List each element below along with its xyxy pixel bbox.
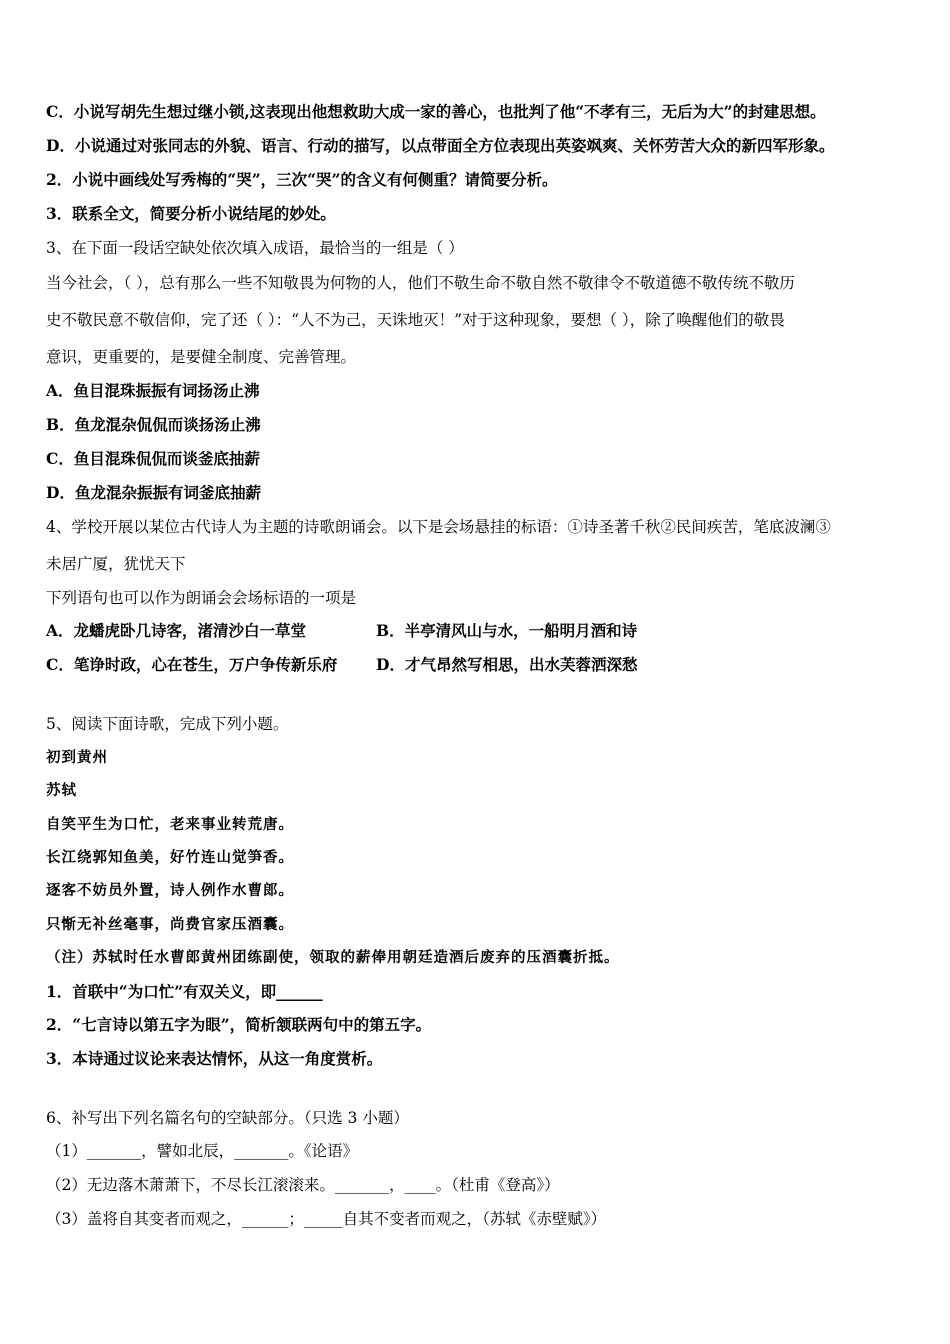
option-c-line: C．小说写胡先生想过继小锁,这表现出他想救助大成一家的善心，也批判了他“不孝有三，无后为大”的封建思想。 [46, 102, 826, 121]
question-3-line: 3．联系全文，简要分析小说结尾的妙处。 [46, 204, 336, 223]
idiom-paragraph-line-1: 当今社会，（ ），总有那么一些不知敬畏为何物的人，他们不敬生命不敬自然不敬律令不敬道德不敬传统不敬历 [46, 274, 795, 292]
idiom-option-d: D．鱼龙混杂振振有词釜底抽薪 [46, 483, 261, 502]
poem-note: （注）苏轼时任水曹郎黄州团练副使，领取的薪俸用朝廷造酒后废弃的压酒囊折抵。 [46, 949, 620, 966]
slogan-option-b: B．半亭清风山与水，一船明月酒和诗 [376, 621, 638, 640]
quotation-item-1: （1）_______，譬如北辰，_______。《论语》 [46, 1142, 359, 1160]
slogan-question-stem-1: 4、学校开展以某位古代诗人为主题的诗歌朗诵会。以下是会场悬挂的标语：①诗圣著千秋②民间疾苦，笔底波澜③ [46, 518, 831, 536]
poem-title: 初到黄州 [46, 749, 108, 766]
poem-subquestion-1: 1．首联中“为口忙”有双关义，即______ [46, 982, 323, 1001]
quotation-question-stem: 6、补写出下列名篇名句的空缺部分。（只选 3 小题） [46, 1109, 409, 1127]
idiom-question-stem: 3、在下面一段话空缺处依次填入成语，最恰当的一组是（ ） [46, 239, 464, 257]
slogan-question-prompt: 下列语句也可以作为朗诵会会场标语的一项是 [46, 589, 357, 607]
idiom-option-c: C．鱼目混珠侃侃而谈釜底抽薪 [46, 449, 260, 468]
option-d-line: D．小说通过对张同志的外貌、语言、行动的描写，以点带面全方位表现出英姿飒爽、关怀劳苦大众的新四军形象。 [46, 136, 835, 155]
slogan-question-stem-2: 未居广厦，犹忧天下 [46, 555, 186, 573]
idiom-option-b: B．鱼龙混杂侃侃而谈扬汤止沸 [46, 415, 261, 434]
quotation-item-2: （2）无边落木萧萧下，不尽长江滚滚来。_______，____。（杜甫《登高》） [46, 1176, 560, 1194]
poem-verse-3: 逐客不妨员外置，诗人例作水曹郎。 [46, 882, 294, 899]
idiom-paragraph-line-2: 史不敬民意不敬信仰，完了还（ ）：“人不为己，天诛地灭！”对于这种现象，要想（ ），除了唤醒他们的敬畏 [46, 311, 785, 329]
idiom-paragraph-line-3: 意识，更重要的，是要健全制度、完善管理。 [46, 348, 357, 366]
poem-verse-1: 自笑平生为口忙，老来事业转荒唐。 [46, 816, 294, 833]
poem-subquestion-2: 2．“七言诗以第五字为眼”，简析颔联两句中的第五字。 [46, 1015, 432, 1034]
poem-author: 苏轼 [46, 782, 77, 799]
idiom-option-a: A．鱼目混珠振振有词扬汤止沸 [46, 381, 260, 400]
poem-subquestion-3: 3．本诗通过议论来表达情怀，从这一角度赏析。 [46, 1049, 383, 1068]
slogan-option-d: D．才气昂然写相思，出水芙蓉洒深愁 [376, 655, 638, 674]
slogan-option-c: C．笔诤时政，心在苍生，万户争传新乐府 [46, 655, 338, 674]
poem-verse-2: 长江绕郭知鱼美，好竹连山觉笋香。 [46, 849, 294, 866]
quotation-item-3: （3）盖将自其变者而观之，______；_____自其不变者而观之，（苏轼《赤壁赋》） [46, 1210, 607, 1228]
poem-verse-4: 只惭无补丝毫事，尚费官家压酒囊。 [46, 916, 294, 933]
slogan-option-a: A．龙蟠虎卧几诗客，渚清沙白一草堂 [46, 621, 307, 640]
question-2-line: 2．小说中画线处写秀梅的“哭”，三次“哭”的含义有何侧重？请简要分析。 [46, 170, 558, 189]
poem-question-stem: 5、阅读下面诗歌，完成下列小题。 [46, 715, 289, 733]
